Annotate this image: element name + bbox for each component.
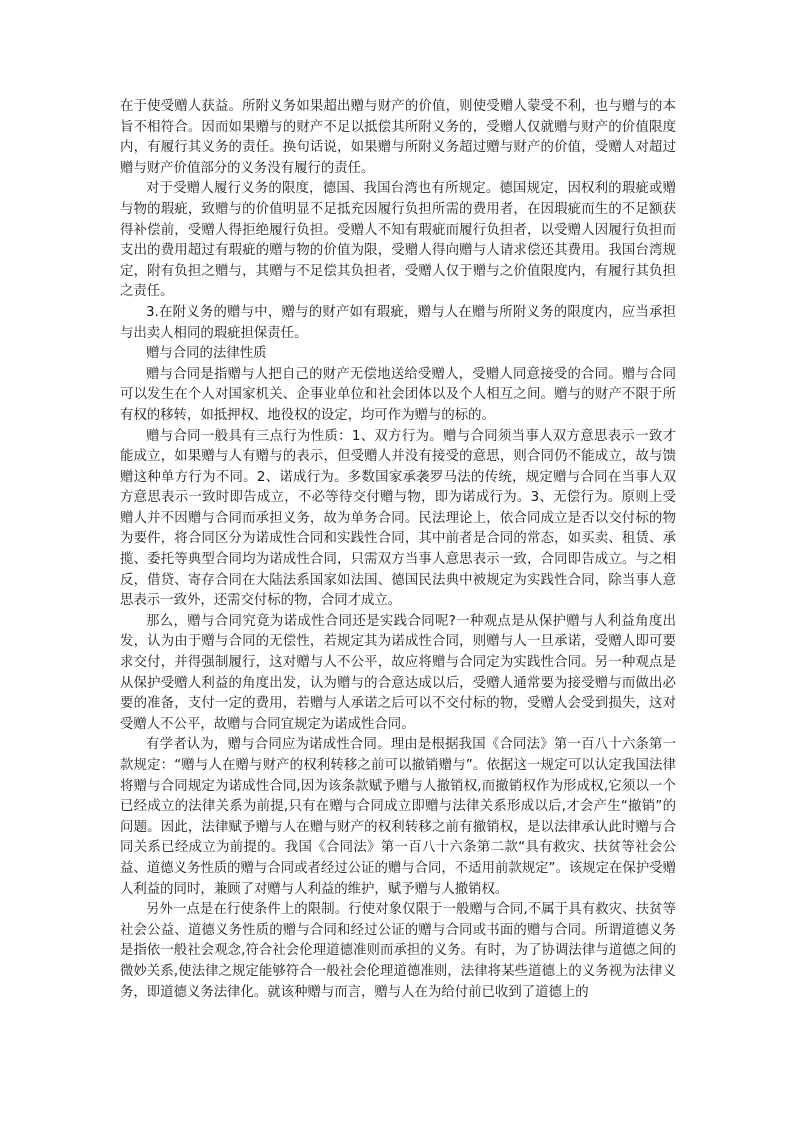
paragraph-6: 赠与合同一般具有三点行为性质：1、双方行为。赠与合同须当事人双方意思表示一致才能成立，如果赠与人有赠与的表示，但受赠人并没有接受的意思，则合同仍不能成立，故与馈赠这种单方行为不同。2、诺成行为。多数国家承袭罗马法的传统，规定赠与合同在当事人双方意思表示一致时即告成立，不必等待交付赠与物，即为诺成行为。3、无偿行为。原则上受赠人并不因赠与合同而承担义务，故为单务合同。民法理论上，依合同成立是否以交付标的物为要件，将合同区分为诺成性合同和实践性合同，其中前者是合同的常态，如买卖、租赁、承揽、委托等典型合同均为诺成性合同，只需双方当事人意思表示一致，合同即告成立。与之相反，借贷、寄存合同在大陆法系国家如法国、德国民法典中被规定为实践性合同，除当事人意思表示一致外，还需交付标的物，合同才成立。 bbox=[120, 428, 676, 609]
paragraph-7: 那么，赠与合同究竟为诺成性合同还是实践合同呢?一种观点是从保护赠与人利益角度出发，认为由于赠与合同的无偿性，若规定其为诺成性合同，则赠与人一旦承诺，受赠人即可要求交付，并得强制履行，这对赠与人不公平，故应将赠与合同定为实践性合同。另一种观点是从保护受赠人利益的角度出发，认为赠与的合意达成以后，受赠人通常要为接受赠与而做出必要的准备，支付一定的费用，若赠与人承诺之后可以不交付标的物，受赠人会受到损失，这对受赠人不公平，故赠与合同宜规定为诺成性合同。 bbox=[120, 613, 676, 732]
paragraph-5: 赠与合同是指赠与人把自己的财产无偿地送给受赠人，受赠人同意接受的合同。赠与合同可以发生在个人对国家机关、企事业单位和社会团体以及个人相互之间。赠与的财产不限于所有权的移转，如抵押权、地役权的设定，均可作为赠与的标的。 bbox=[120, 366, 676, 423]
paragraph-9: 另外一点是在行使条件上的限制。行使对象仅限于一般赠与合同,不属于具有救灾、扶贫等社会公益、道德义务性质的赠与合同和经过公证的赠与合同或书面的赠与合同。所谓道德义务是指依一般社会观念,符合社会伦理道德准则而承担的义务。有时，为了协调法律与道德之间的微妙关系,使法律之规定能够符合一般社会伦理道德准则，法律将某些道德上的义务视为法律义务，即道德义务法律化。就该种赠与而言，赠与人在为给付前已收到了道德上的 bbox=[120, 902, 676, 1000]
paragraph-1: 在于使受赠人获益。所附义务如果超出赠与财产的价值，则使受赠人蒙受不利，也与赠与的本旨不相符合。因而如果赠与的财产不足以抵偿其所附义务的，受赠人仅就赠与财产的价值限度内，有履行其义务的责任。换句话说，如果赠与所附义务超过赠与财产的价值，受赠人对超过赠与财产价值部分的义务没有履行的责任。 bbox=[120, 99, 676, 176]
section-heading: 赠与合同的法律性质 bbox=[146, 346, 267, 362]
paragraph-8: 有学者认为，赠与合同应为诺成性合同。理由是根据我国《合同法》第一百八十六条第一款规定：“赠与人在赠与财产的权利转移之前可以撤销赠与”。依据这一规定可以认定我国法律将赠与合同规定为诺成性合同,因为该条款赋予赠与人撤销权,而撤销权作为形成权,它须以一个已经成立的法律关系为前提,只有在赠与合同成立即赠与法律关系形成以后,才会产生“撤销”的问题。因此，法律赋予赠与人在赠与财产的权利转移之前有撤销权，是以法律承认此时赠与合同关系已经成立为前提的。我国《合同法》第一百八十六条第二款“具有救灾、扶贫等社会公益、道德义务性质的赠与合同或者经过公证的赠与合同，不适用前款规定”。该规定在保护受赠人利益的同时，兼顾了对赠与人利益的维护，赋予赠与人撤销权。 bbox=[120, 737, 676, 897]
paragraph-3: 3.在附义务的赠与中，赠与的财产如有瑕疵，赠与人在赠与所附义务的限度内，应当承担与出卖人相同的瑕疵担保责任。 bbox=[120, 304, 676, 341]
paragraph-2: 对于受赠人履行义务的限度，德国、我国台湾也有所规定。德国规定，因权利的瑕疵或赠与物的瑕疵，致赠与的价值明显不足抵充因履行负担所需的费用者，在因瑕疵而生的不足额获得补偿前，受赠人得拒绝履行负担。受赠人不知有瑕疵而履行负担者，以受赠人因履行负担而支出的费用超过有瑕疵的赠与物的价值为限，受赠人得向赠与人请求偿还其费用。我国台湾规定，附有负担之赠与，其赠与不足偿其负担者，受赠人仅于赠与之价值限度内，有履行其负担之责任。 bbox=[120, 181, 676, 300]
document-page bbox=[120, 97, 676, 1003]
